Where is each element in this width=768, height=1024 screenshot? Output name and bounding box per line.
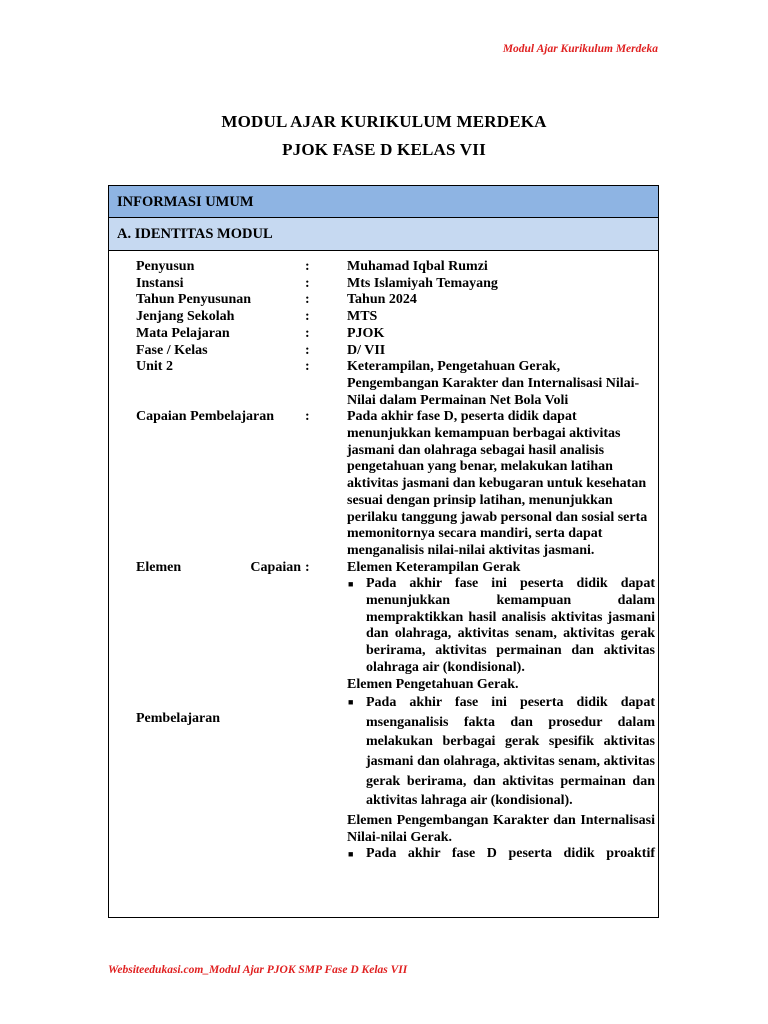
colon: : — [305, 342, 310, 358]
elemen-karakter-bullet — [347, 846, 655, 863]
colon: : — [305, 359, 310, 375]
colon: : — [305, 309, 310, 325]
row-elemen — [136, 560, 655, 863]
identitas-modul-header: A. IDENTITAS MODUL — [109, 218, 658, 251]
elemen-keterampilan-bullet — [347, 576, 655, 676]
elemen-label-word2: Capaian — [250, 559, 301, 575]
tahun-value: Tahun 2024 — [347, 292, 417, 308]
colon: : — [305, 292, 310, 308]
row-jenjang — [136, 309, 655, 326]
elemen-pengetahuan-bullet — [347, 693, 655, 811]
tahun-label: Tahun Penyusunan — [136, 292, 252, 308]
colon: : — [305, 559, 310, 575]
elemen-pengetahuan-heading: Elemen Pengetahuan Gerak. — [347, 676, 519, 692]
square-bullet-icon: ■ — [348, 579, 354, 590]
row-fase — [136, 343, 655, 360]
elemen-label — [136, 560, 301, 863]
bullet-text: Pada akhir fase ini peserta didik dapat menunjukkan kemampuan dalam mempraktikkan hasil analisis aktivitas jasmani dan olahraga, aktivitas senam, aktivitas gerak berirama, aktivitas permainan dan aktivitas olahraga air (kondisional). — [366, 576, 655, 675]
colon: : — [305, 325, 310, 341]
bullet-text: Pada akhir fase D peserta didik proaktif — [366, 846, 655, 862]
jenjang-label: Jenjang Sekolah — [136, 309, 235, 325]
unit-label: Unit 2 — [136, 359, 173, 375]
mapel-value: PJOK — [347, 325, 385, 341]
row-instansi — [136, 276, 655, 293]
elemen-label-word1: Elemen — [136, 559, 182, 575]
document-subtitle: PJOK FASE D KELAS VII — [282, 140, 486, 159]
elemen-value — [347, 560, 655, 863]
colon: : — [305, 275, 310, 291]
penyusun-label: Penyusun — [136, 259, 195, 274]
header-note: Modul Ajar Kurikulum Merdeka — [502, 43, 658, 55]
elemen-keterampilan-heading: Elemen Keterampilan Gerak — [347, 559, 521, 575]
document-title: MODUL AJAR KURIKULUM MERDEKA — [221, 112, 547, 131]
colon: : — [305, 409, 310, 425]
square-bullet-icon: ■ — [348, 849, 354, 860]
square-bullet-icon: ■ — [348, 697, 354, 708]
row-capaian — [136, 409, 655, 559]
fase-label: Fase / Kelas — [136, 342, 208, 358]
elemen-karakter-heading: Elemen Pengembangan Karakter dan Internalisasi Nilai-nilai Gerak. — [347, 812, 655, 845]
elemen-label-word3: Pembelajaran — [136, 711, 220, 727]
row-mapel — [136, 326, 655, 343]
instansi-label: Instansi — [136, 275, 184, 291]
mapel-label: Mata Pelajaran — [136, 325, 230, 341]
unit-value: Keterampilan, Pengetahuan Gerak, Pengembangan Karakter dan Internalisasi Nilai-Nilai dalam Permainan Net Bola Voli — [347, 359, 640, 408]
penyusun-value: Muhamad Iqbal Rumzi — [347, 259, 488, 274]
capaian-value: Pada akhir fase D, peserta didik dapat menunjukkan kemampuan berbagai aktivitas jasmani dan olahraga sebagai hasil analisis pengetahuan yang benar, melakukan latihan aktivitas jasmani dan kebugaran untuk kesehatan sesuai dengan prinsip latihan, menunjukkan perilaku tanggung jawab personal dan sosial serta memonitornya secara mandiri, serta dapat menganalisis nilai-nilai aktivitas jasmani. — [347, 409, 648, 558]
row-unit — [136, 359, 655, 409]
footer-note: Websiteedukasi.com_Modul Ajar PJOK SMP Fase D Kelas VII — [108, 964, 408, 976]
instansi-value: Mts Islamiyah Temayang — [347, 275, 498, 291]
colon: : — [305, 259, 310, 274]
jenjang-value: MTS — [347, 309, 378, 325]
row-penyusun — [136, 259, 655, 276]
identity-table — [108, 185, 659, 918]
informasi-umum-header: INFORMASI UMUM — [109, 186, 658, 218]
fase-value: D/ VII — [347, 342, 386, 358]
identity-rows — [136, 259, 655, 863]
row-tahun — [136, 292, 655, 309]
capaian-label: Capaian Pembelajaran — [136, 409, 275, 425]
bullet-text: Pada akhir fase ini peserta didik dapat msenganalisis fakta dan prosedur dalam melakukan berbagai gerak spesifik aktivitas jasmani dan olahraga, aktivitas senam, aktivitas gerak berirama, dan aktivitas permainan dan aktivitas lahraga air (kondisional). — [366, 695, 655, 809]
